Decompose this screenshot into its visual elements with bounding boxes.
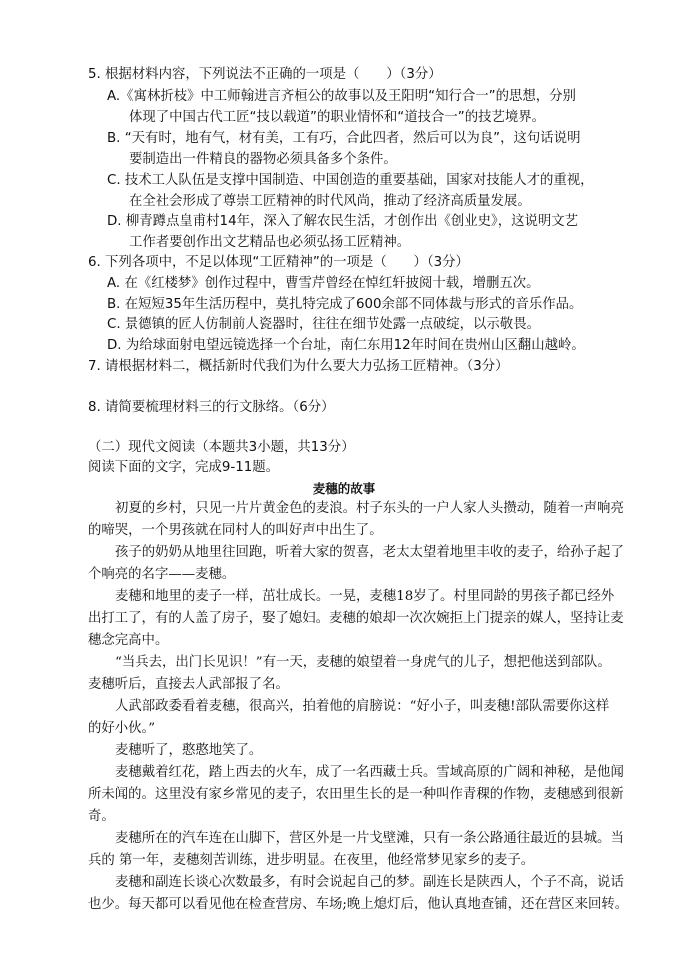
story-paragraph-9-line1: 麦穗和副连长谈心次数最多，有时会说起自己的梦。副连长是陕西人，个子不高，说话	[115, 875, 624, 890]
story-paragraph-5-line2: 的好小伙。”	[88, 721, 156, 736]
question-5-option-a-line2: 体现了中国古代工匠“技以载道”的职业情怀和“道技合一”的技艺境界。	[129, 110, 546, 125]
story-paragraph-2-line2: 个响亮的名字——麦穗。	[88, 567, 236, 582]
story-paragraph-3-line1: 麦穗和地里的麦子一样，茁壮成长。一晃，麦穗18岁了。村里同龄的男孩子都已经外	[115, 589, 615, 604]
question-5-option-c-line1: C. 技术工人队伍是支撑中国制造、中国创造的重要基础，国家对技能人才的重视，	[107, 173, 594, 188]
question-5-option-b-line2: 要制造出一件精良的器物必须具备多个条件。	[129, 152, 397, 167]
story-paragraph-8-line1: 麦穗所在的汽车连在山脚下，营区外是一片戈壁滩，只有一条公路通往最近的县城。当	[115, 831, 624, 846]
question-5-stem: 5. 根据材料内容，下列说法不正确的一项是（ ）（3分）	[88, 67, 442, 82]
story-paragraph-4-line1: “当兵去，出门长见识！”有一天，麦穗的娘望着一身虎气的儿子，想把他送到部队。	[115, 655, 611, 670]
section-heading: （二）现代文阅读（本题共3小题，共13分）	[88, 440, 355, 455]
question-6-option-b: B. 在短短35年生活历程中，莫扎特完成了600余部不同体裁与形式的音乐作品。	[107, 297, 583, 312]
question-5-option-d-line2: 工作者要创作出文艺精品也必须弘扬工匠精神。	[129, 235, 411, 250]
story-paragraph-3-line3: 穗念完高中。	[88, 633, 169, 648]
question-6-option-a: A. 在《红楼梦》创作过程中，曹雪芹曾经在悼红轩披阅十载，增删五次。	[107, 276, 540, 291]
question-5-option-d-line1: D. 柳青蹲点皇甫村14年，深入了解农民生活，才创作出《创业史》，这说明文艺	[107, 214, 579, 229]
story-paragraph-1-line1: 初夏的乡村，只见一片片黄金色的麦浪。村子东头的一户人家人头攒动，随着一声响亮	[115, 501, 624, 516]
story-paragraph-1-line2: 的啼哭，一个男孩就在同村人的叫好声中出生了。	[88, 523, 383, 538]
question-6-option-c: C. 景德镇的匠人仿制前人瓷器时，往往在细节处露一点破绽，以示敬畏。	[107, 317, 540, 332]
story-paragraph-9-line2: 也少。每天都可以看见他在检查营房、车场;晚上熄灯后，他认真地查铺，还在营区来回转。	[88, 897, 629, 912]
question-7-stem: 7. 请根据材料二，概括新时代我们为什么要大力弘扬工匠精神。（3分）	[88, 359, 509, 374]
story-paragraph-4-line2: 麦穗听后，直接去人武部报了名。	[88, 677, 289, 692]
section-instruction: 阅读下面的文字，完成9-11题。	[88, 460, 280, 475]
question-5-option-b-line1: B. “天有时，地有气，材有美，工有巧，合此四者，然后可以为良”，这句话说明	[107, 131, 581, 146]
story-title: 麦穗的故事	[312, 481, 376, 496]
story-paragraph-6-line1: 麦穗听了，憨憨地笑了。	[115, 743, 263, 758]
question-5-option-c-line2: 在全社会形成了尊崇工匠精神的时代风尚，推动了经济高质量发展。	[129, 194, 531, 209]
question-6-stem: 6. 下列各项中，不足以体现“工匠精神”的一项是（ ）（3分）	[88, 255, 469, 270]
story-paragraph-8-line2: 兵的 第一年，麦穗刻苦训练，进步明显。在夜里，他经常梦见家乡的麦子。	[88, 853, 535, 868]
question-5-option-a-line1: A.《寓林折枝》中工师翰进言齐桓公的故事以及王阳明“知行合一”的思想，分别	[107, 89, 576, 104]
story-paragraph-7-line3: 奇。	[88, 809, 115, 824]
story-paragraph-7-line2: 所未闻的。这里没有家乡常见的麦子，农田里生长的是一种叫作青稞的作物，麦穗感到很新	[88, 787, 624, 802]
story-paragraph-5-line1: 人武部政委看着麦穗，很高兴，拍着他的肩膀说：“好小子，叫麦穗!部队需要你这样	[115, 699, 610, 714]
question-6-option-d: D. 为给球面射电望远镜选择一个台址，南仁东用12年时间在贵州山区翻山越岭。	[107, 338, 585, 353]
story-paragraph-3-line2: 出打工了，有的人盖了房子，娶了媳妇。麦穗的娘却一次次婉拒上门提亲的媒人，坚持让麦	[88, 611, 624, 626]
story-paragraph-2-line1: 孩子的奶奶从地里往回跑，听着大家的贺喜，老太太望着地里丰收的麦子，给孙子起了	[115, 545, 624, 560]
story-paragraph-7-line1: 麦穗戴着红花，踏上西去的火车，成了一名西藏士兵。雪域高原的广阔和神秘，是他闻	[115, 765, 624, 780]
question-8-stem: 8. 请简要梳理材料三的行文脉络。（6分）	[88, 400, 335, 415]
